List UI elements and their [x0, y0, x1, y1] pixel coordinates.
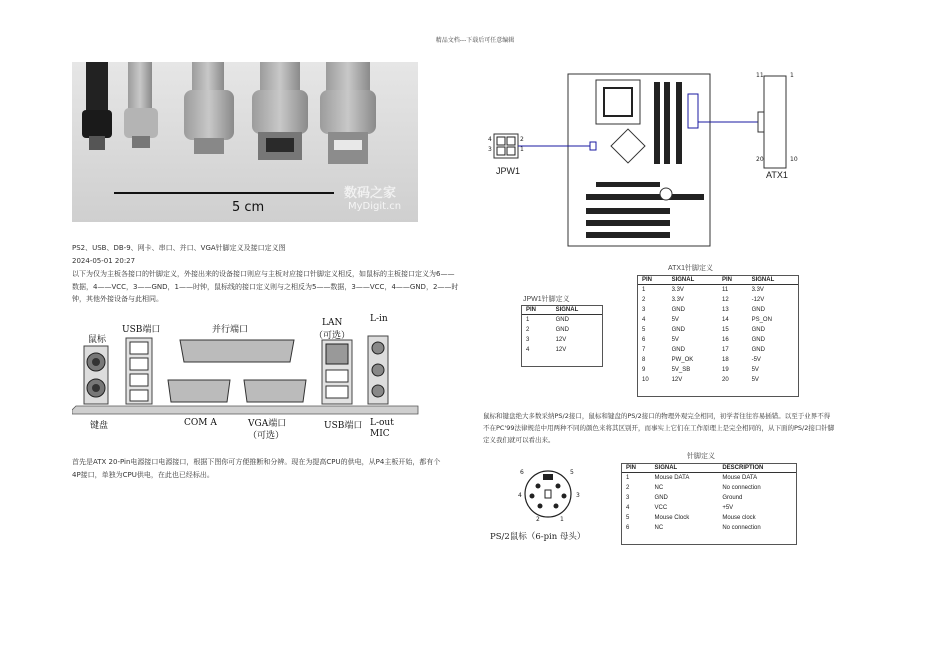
- jpw1-col-pin: PIN: [522, 306, 552, 315]
- table-cell: 4: [642, 317, 646, 323]
- table-cell: GND: [555, 327, 569, 333]
- table-row: [638, 365, 798, 375]
- ps2-line: 不在PC'99法律规范中用两种不同的颜色来将其区别开，而事实上它们在工作原理上是完全相同的，从下面的PS/2接口针脚: [483, 424, 835, 432]
- table-cell: Ground: [722, 495, 743, 501]
- table-row: [638, 285, 798, 296]
- table-row: [638, 305, 798, 315]
- table-cell: GND: [751, 307, 765, 313]
- table-cell: 5V_SB: [671, 367, 691, 373]
- table-cell: PW_OK: [671, 357, 694, 363]
- intro-line: 数据，4——VCC，3——GND，1——时钟，鼠标线的接口定义则与之相反为5——数据，3——VCC，4——GND，2——时: [72, 282, 459, 291]
- ps2-col-signal: SIGNAL: [651, 464, 719, 473]
- label-lan-optional: （可选）: [314, 331, 351, 341]
- table-cell: 5: [626, 515, 630, 521]
- ps2-pin-5: 5: [570, 469, 574, 476]
- table-cell: GND: [555, 317, 569, 323]
- table-cell: 5V: [751, 377, 759, 383]
- label-mic: MIC: [370, 429, 390, 439]
- label-line-in: L-in: [370, 314, 388, 324]
- ps2-col-pin: PIN: [622, 464, 651, 473]
- atx1-pin11: 11: [756, 72, 764, 79]
- table-cell: -12V: [751, 297, 765, 303]
- label-line-out: L-out: [370, 418, 394, 428]
- atx1-table: [638, 276, 798, 385]
- atx1-table-title: ATX1针脚定义: [668, 265, 713, 272]
- label-vga: VGA端口: [248, 419, 287, 429]
- table-cell: 3: [626, 495, 630, 501]
- ps2-pin-2: 2: [536, 516, 540, 523]
- ps2-table: [622, 464, 796, 533]
- label-com: COM A: [184, 418, 217, 428]
- page-header: 精品文档---下载后可任意编辑: [435, 37, 515, 44]
- table-cell: GND: [671, 327, 685, 333]
- table-cell: 1: [642, 287, 646, 293]
- atx1-col-signal2: SIGNAL: [748, 276, 798, 285]
- table-row: [638, 375, 798, 385]
- rear-panel-diagram: [72, 314, 422, 441]
- table-row: [622, 523, 796, 533]
- table-cell: 5V: [751, 367, 759, 373]
- ps2-pin-1: 1: [560, 516, 564, 523]
- table-cell: 5V: [671, 337, 679, 343]
- table-cell: 11: [721, 287, 729, 293]
- table-row: [638, 325, 798, 335]
- table-cell: 6: [642, 337, 646, 343]
- table-cell: 3: [526, 337, 530, 343]
- table-cell: No connection: [722, 485, 761, 491]
- table-cell: 12V: [671, 377, 683, 383]
- ps2-pin-4: 4: [518, 492, 522, 499]
- table-cell: 12: [721, 297, 729, 303]
- intro-line: 以下为仅为主板各接口的针脚定义，外接出来的设备接口则应与主板对应接口针脚定义相反，如鼠标的主板接口定义为6——: [72, 270, 455, 278]
- atx1-pin10: 10: [790, 156, 798, 163]
- table-cell: 18: [721, 357, 729, 363]
- ps2-line: 定义我们就可以看出来。: [483, 436, 555, 444]
- table-row: [638, 335, 798, 345]
- table-cell: NC: [654, 485, 664, 491]
- ps2-table-title: 针脚定义: [687, 453, 715, 460]
- table-cell: 3.3V: [671, 297, 684, 303]
- jpw1-table: [522, 306, 602, 355]
- table-row: [622, 473, 796, 484]
- table-row: [622, 483, 796, 493]
- ps2-connector-diagram: [508, 466, 598, 526]
- table-cell: +5V: [722, 505, 734, 511]
- label-lan: LAN: [322, 318, 343, 328]
- watermark-bottom: MyDigit.cn: [348, 201, 402, 212]
- jpw1-table-box: [521, 305, 603, 367]
- watermark-top: 数码之家: [344, 186, 397, 201]
- table-cell: GND: [751, 347, 765, 353]
- ps2-table-box: [621, 463, 797, 545]
- table-cell: NC: [654, 525, 664, 531]
- scale-label: 5 cm: [232, 200, 265, 215]
- connector-photo: [72, 62, 418, 222]
- table-cell: 9: [642, 367, 646, 373]
- table-row: [522, 325, 602, 335]
- ps2-col-description: DESCRIPTION: [718, 464, 796, 473]
- table-row: [638, 345, 798, 355]
- table-cell: 7: [642, 347, 646, 353]
- table-row: [622, 503, 796, 513]
- table-cell: 16: [721, 337, 729, 343]
- atx1-table-box: [637, 275, 799, 397]
- table-row: [622, 513, 796, 523]
- jpw1-pin1: 1: [520, 146, 524, 153]
- table-row: [638, 355, 798, 365]
- table-row: [622, 493, 796, 503]
- table-cell: GND: [751, 327, 765, 333]
- atx1-col-signal: SIGNAL: [668, 276, 718, 285]
- table-cell: 15: [721, 327, 729, 333]
- table-cell: PS_ON: [751, 317, 772, 323]
- jpw1-label: JPW1: [496, 166, 521, 176]
- table-cell: 10: [642, 377, 649, 383]
- photo-caption: PS2、USB、DB-9、网卡、串口、并口、VGA针脚定义及接口定义图: [72, 244, 286, 252]
- ps2-paragraph: [483, 410, 903, 446]
- table-row: [522, 315, 602, 326]
- table-cell: GND: [671, 347, 685, 353]
- intro-paragraph: [72, 268, 472, 306]
- atx-line: 首先是ATX 20-Pin电源接口电源接口，根据下图你可方便推断和分辨。现在为提高CPU的供电，从P4主板开始，都有个: [72, 458, 441, 466]
- intro-line: 钟，其他外接设备与此相同。: [72, 295, 163, 303]
- table-cell: 19: [721, 367, 729, 373]
- table-cell: No connection: [722, 525, 761, 531]
- ps2-pin-6: 6: [520, 469, 524, 476]
- table-cell: Mouse clock: [722, 515, 756, 521]
- atx-paragraph: [72, 456, 472, 481]
- table-cell: 8: [642, 357, 646, 363]
- table-cell: GND: [654, 495, 668, 501]
- table-cell: Mouse Clock: [654, 515, 690, 521]
- table-cell: Mouse DATA: [654, 475, 690, 481]
- jpw1-table-title: JPW1针脚定义: [523, 296, 570, 303]
- table-cell: Mouse DATA: [722, 475, 758, 481]
- label-mouse: 鼠标: [88, 335, 107, 345]
- table-row: [522, 345, 602, 355]
- table-cell: 3: [642, 307, 646, 313]
- label-vga-optional: （可选）: [248, 431, 285, 441]
- table-cell: 6: [626, 525, 630, 531]
- label-usb-top: USB端口: [122, 325, 161, 335]
- table-cell: 2: [626, 485, 630, 491]
- ps2-line: 鼠标和键盘绝大多数采纳PS/2接口，鼠标和键盘的PS/2接口的物理外观完全相同，初学者往往容易插错。以至于业界不得: [483, 412, 831, 420]
- atx1-label: ATX1: [766, 170, 788, 180]
- table-cell: 12V: [555, 337, 567, 343]
- table-cell: 3.3V: [751, 287, 764, 293]
- table-row: [638, 315, 798, 325]
- atx1-pin20: 20: [756, 156, 764, 163]
- table-cell: 17: [721, 347, 729, 353]
- table-cell: GND: [751, 337, 765, 343]
- table-cell: 12V: [555, 347, 567, 353]
- jpw1-pin2: 2: [520, 136, 524, 143]
- table-cell: 4: [526, 347, 530, 353]
- label-parallel: 并行端口: [212, 325, 249, 335]
- atx1-col-pin2: PIN: [718, 276, 748, 285]
- table-cell: 5V: [671, 317, 679, 323]
- atx-line: 4P接口，单独为CPU供电，在此也已经标出。: [72, 470, 214, 479]
- post-date: 2024-05-01 20:27: [72, 257, 136, 265]
- table-cell: 14: [721, 317, 729, 323]
- jpw1-pin4: 4: [488, 136, 492, 143]
- ps2-pin-3: 3: [576, 492, 580, 499]
- table-cell: 1: [626, 475, 630, 481]
- table-cell: 2: [642, 297, 646, 303]
- jpw1-pin3: 3: [488, 146, 492, 153]
- jpw1-col-signal: SIGNAL: [552, 306, 602, 315]
- table-cell: 4: [626, 505, 630, 511]
- table-row: [522, 335, 602, 345]
- table-cell: 5: [642, 327, 646, 333]
- table-cell: VCC: [654, 505, 668, 511]
- atx1-pin1: 1: [790, 72, 794, 79]
- ps2-caption: PS/2鼠标（6-pin 母头）: [490, 532, 586, 542]
- table-cell: 13: [721, 307, 729, 313]
- table-cell: GND: [671, 307, 685, 313]
- table-cell: 3.3V: [671, 287, 684, 293]
- motherboard-diagram: [488, 62, 808, 258]
- table-row: [638, 295, 798, 305]
- atx1-col-pin: PIN: [638, 276, 668, 285]
- label-usb-bottom: USB端口: [324, 421, 363, 431]
- table-cell: 2: [526, 327, 530, 333]
- table-cell: -5V: [751, 357, 761, 363]
- table-cell: 1: [526, 317, 530, 323]
- table-cell: 20: [721, 377, 729, 383]
- label-keyboard: 键盘: [90, 421, 109, 431]
